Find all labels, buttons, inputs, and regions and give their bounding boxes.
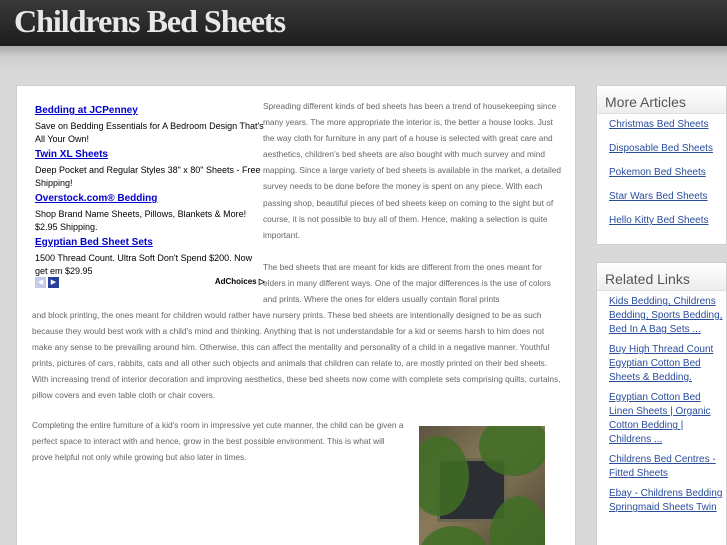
adchoices-link[interactable]: AdChoices ▷ bbox=[214, 277, 265, 286]
ad-item bbox=[35, 192, 265, 234]
ad-item bbox=[35, 104, 265, 146]
article-paragraph: and block printing, the ones meant for children would rather have nursery prints. These bed sheets are intentionally designed to be as such because they would best work with a child's mind and thinking. Anything that is not understandable for a kid or seems harsh to him does not make any sense to be prevailing around him. Otherwise, this can affect the mentality and personality of a child in a negative manner. Youthful prints, pictures of cars, rabbits, cats and all other such objects and animals that children can relate to, are mostly printed on their bed sheets. With increasing trend of interior decoration and improving aesthetics, these bed sheets now come with complete sets comprising quilts, curtains, pillow covers and even table cloth or chair covers. bbox=[32, 310, 561, 401]
ad-title-link[interactable]: Overstock.com® Bedding bbox=[35, 193, 158, 204]
article-paragraph: Spreading different kinds of bed sheets has been a trend of housekeeping since many years. The more appropriate the interior is, the better a house looks. Just the way cloth for furniture in any part of a house is selected with great care and aesthetics, children's bed sheets are also bought with much survey and mind mapping. Since a large variety of bed sheets is available in the market, a detailed survey needs to be done before the money is spent on any piece. With each passing shop, beautiful pieces of bed sheets keep on coming to the sight but of course, it is not possible to buy all of them. Hence, making a selection is quite important. bbox=[263, 101, 561, 240]
vine-shape bbox=[419, 526, 489, 545]
ad-block bbox=[35, 104, 265, 294]
prev-arrow-icon[interactable]: ◀ bbox=[35, 277, 46, 288]
more-articles-list bbox=[597, 114, 726, 228]
ad-text: Shop Brand Name Sheets, Pillows, Blankets & More! $2.95 Shipping. bbox=[35, 209, 247, 232]
more-articles-box bbox=[596, 85, 727, 245]
list-item bbox=[609, 166, 726, 180]
more-articles-heading: More Articles bbox=[597, 86, 726, 114]
list-item bbox=[609, 391, 726, 447]
list-item bbox=[609, 214, 726, 228]
ad-title-link[interactable]: Egyptian Bed Sheet Sets bbox=[35, 237, 153, 248]
related-links-heading: Related Links bbox=[597, 263, 726, 291]
header-subbar bbox=[0, 46, 727, 73]
list-item bbox=[609, 190, 726, 204]
list-item bbox=[609, 453, 726, 481]
article-paragraph: The bed sheets that are meant for kids are different from the ones meant for elders in many different ways. One of the major differences is the use of colors and prints. Where the ones for elders usually contain floral prints bbox=[263, 262, 551, 305]
related-link[interactable]: Kids Bedding, Childrens Bedding, Sports Bedding, Bed In A Bag Sets ... bbox=[609, 296, 723, 335]
list-item bbox=[609, 295, 726, 337]
ad-title-link[interactable]: Twin XL Sheets bbox=[35, 149, 108, 160]
article-paragraph: Completing the entire furniture of a kid's room in impressive yet cute manner, the child can be given a perfect space to interact with and hence, grow in the best possible environment. This is what will prove helpful not only while growing but also later in times. bbox=[32, 420, 404, 463]
ad-text: 1500 Thread Count. Ultra Soft Don't Spend $200. Now get em $29.95 bbox=[35, 253, 253, 276]
list-item bbox=[609, 142, 726, 156]
list-item bbox=[609, 118, 726, 132]
ad-text: Deep Pocket and Regular Styles 38" x 80" Sheets - Free Shipping! bbox=[35, 165, 261, 188]
site-title[interactable]: Childrens Bed Sheets bbox=[14, 3, 286, 39]
ad-text: Save on Bedding Essentials for A Bedroom Design That's All Your Own! bbox=[35, 121, 264, 144]
related-link[interactable]: Egyptian Cotton Bed Linen Sheets | Organic Cotton Bedding | Childrens ... bbox=[609, 392, 711, 445]
main-content bbox=[16, 85, 576, 545]
list-item bbox=[609, 487, 726, 515]
article-link[interactable]: Christmas Bed Sheets bbox=[609, 119, 709, 130]
related-link[interactable]: Childrens Bed Centres - Fitted Sheets bbox=[609, 454, 716, 479]
related-link[interactable]: Ebay - Childrens Bedding Springmaid Sheets Twin bbox=[609, 488, 723, 513]
ad-item bbox=[35, 236, 265, 278]
related-links-box bbox=[596, 262, 727, 545]
article-link[interactable]: Hello Kitty Bed Sheets bbox=[609, 215, 709, 226]
related-link[interactable]: Buy High Thread Count Egyptian Cotton Bed Sheets & Bedding. bbox=[609, 344, 714, 383]
related-links-list bbox=[597, 291, 726, 515]
ad-nav bbox=[35, 277, 265, 289]
article-photo bbox=[419, 426, 545, 545]
ad-item bbox=[35, 148, 265, 190]
list-item bbox=[609, 343, 726, 385]
article-link[interactable]: Disposable Bed Sheets bbox=[609, 143, 713, 154]
next-arrow-icon[interactable]: ▶ bbox=[48, 277, 59, 288]
ad-title-link[interactable]: Bedding at JCPenney bbox=[35, 105, 138, 116]
site-header bbox=[0, 0, 727, 46]
article-link[interactable]: Pokemon Bed Sheets bbox=[609, 167, 706, 178]
article-link[interactable]: Star Wars Bed Sheets bbox=[609, 191, 708, 202]
